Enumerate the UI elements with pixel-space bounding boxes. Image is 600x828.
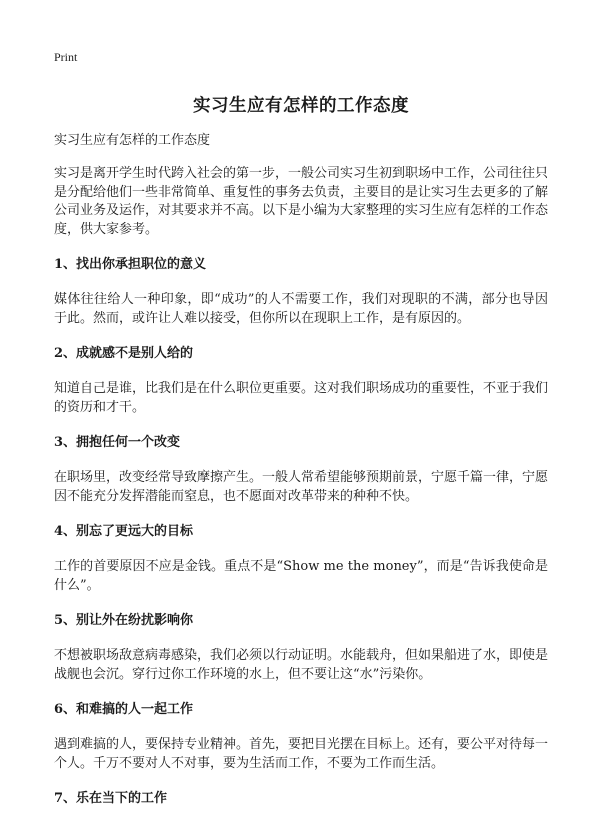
section-7 [54, 790, 548, 808]
section-heading: 2、成就感不是别人给的 [54, 346, 194, 361]
section-2 [54, 345, 548, 417]
intro-paragraph: 实习是离开学生时代跨入社会的第一步，一般公司实习生初到职场中工作，公司往往只是分配给他们一些非常简单、重复性的事务去负责，主要目的是让实习生去更多的了解公司业务及运作，对其要求并不高。以下是小编为大家整理的实习生应有怎样的工作态度，供大家参考。 [54, 166, 549, 237]
section-6 [54, 701, 548, 773]
section-heading: 3、拥抱任何一个改变 [54, 435, 181, 450]
section-heading: 5、别让外在纷扰影响你 [54, 613, 194, 628]
section-body: 遇到难搞的人，要保持专业精神。首先，要把目光摆在目标上。还有，要公平对待每一个人。千万不要对人不对事，要为生活而工作，不要为工作而生活。 [54, 737, 549, 771]
section-3 [54, 434, 548, 506]
section-heading: 1、找出你承担职位的意义 [54, 257, 207, 272]
section-body: 工作的首要原因不应是金钱。重点不是“Show me the money”，而是“告诉我使命是什么”。 [54, 559, 548, 593]
document-subtitle: 实习生应有怎样的工作态度 [54, 133, 211, 148]
print-link[interactable]: Print [54, 50, 78, 64]
section-heading: 4、别忘了更远大的目标 [54, 524, 194, 539]
section-body: 在职场里，改变经常导致摩擦产生。一般人常希望能够预期前景，宁愿千篇一律，宁愿因不能充分发挥潜能而窒息，也不愿面对改革带来的种种不快。 [54, 470, 549, 504]
section-5 [54, 612, 548, 684]
document-title: 实习生应有怎样的工作态度 [193, 96, 409, 116]
section-heading: 7、乐在当下的工作 [54, 791, 168, 806]
section-4 [54, 523, 548, 595]
section-body: 媒体往往给人一种印象，即“成功”的人不需要工作，我们对现职的不满，部分也导因于此。然而，或许让人难以接受，但你所以在现职上工作，是有原因的。 [54, 292, 548, 326]
section-body: 知道自己是谁，比我们是在什么职位更重要。这对我们职场成功的重要性，不亚于我们的资历和才干。 [54, 381, 549, 415]
section-heading: 6、和难搞的人一起工作 [54, 702, 194, 717]
section-body: 不想被职场敌意病毒感染，我们必须以行动证明。水能载舟，但如果船进了水，即使是战舰也会沉。穿行过你工作环境的水上，但不要让这“水”污染你。 [54, 648, 549, 682]
section-1 [54, 256, 548, 328]
